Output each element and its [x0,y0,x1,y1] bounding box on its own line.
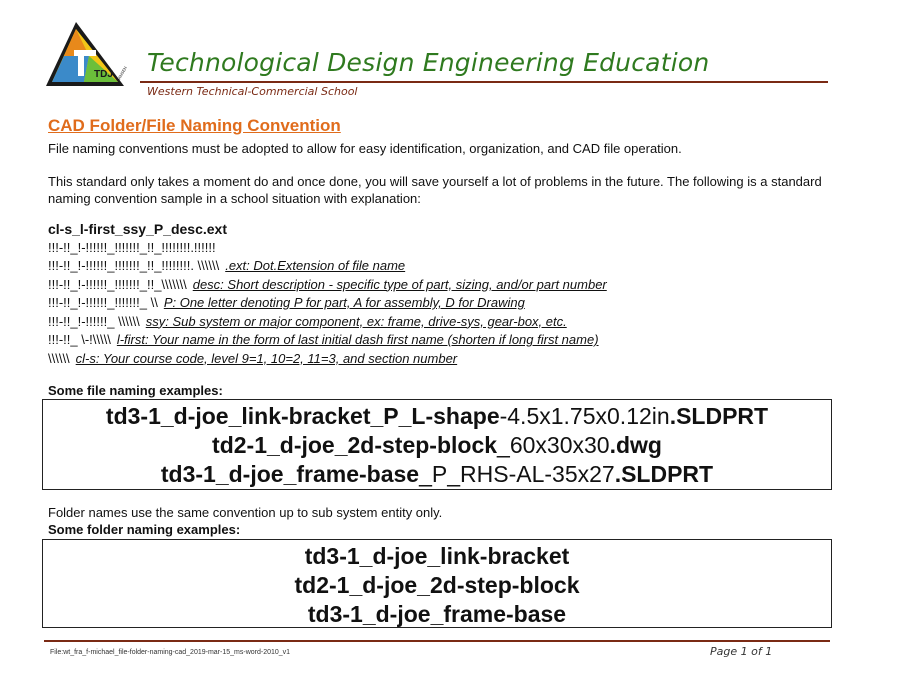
pattern-description: ssy: Sub system or major component, ex: frame, drive-sys, gear-box, etc. [145,313,567,329]
organization-subtitle: Western Technical-Commercial School [147,85,358,98]
intro-paragraph-2: This standard only takes a moment do and once done, you will save yourself a lot of problems in the future. The following is a standard naming convention sample in a school situation with explanation: [48,174,822,206]
logo-text: TDJ [94,69,113,80]
naming-pattern: cl-s_l-first_ssy_P_desc.ext [48,221,227,237]
pattern-line: \\\\\\ cl-s: Your course code, level 9=1, 10=2, 11=3, and section number [48,350,458,366]
file-example: td3-1_d-joe_link-bracket_P_L-shape-4.5x1.75x0.12in.SLDPRT [105,403,769,429]
folder-note: Folder names use the same convention up to sub system entity only. [48,505,443,520]
pattern-description: P: One letter denoting P for part, A for assembly, D for Drawing [163,295,525,310]
folder-example: td2-1_d-joe_2d-step-block [294,572,580,598]
logo-subtext: HANSEN [115,65,128,83]
pattern-line: !!!-!!_!-!!!!!!_ \\\\\\ ssy: Sub system or major component, ex: frame, drive-sys, gear-box, etc. [48,313,567,329]
pattern-line: !!!-!!_!-!!!!!!_!!!!!!!_!!_!!!!!!!!. \\\\\\ .ext: Dot.Extension of file name [48,258,406,273]
document-heading: CAD Folder/File Naming Convention [48,116,341,135]
folder-example: td3-1_d-joe_frame-base [307,601,567,627]
pattern-description: desc: Short description - specific type of part, sizing, and/or part number [192,276,607,292]
footer-divider [44,640,830,642]
pattern-line: !!!-!!_!-!!!!!!_!!!!!!!_ \\ P: One letter denoting P for part, A for assembly, D for Drawing [48,295,525,310]
file-examples-box [42,399,832,490]
page-number: Page 1 of 1 [710,645,773,658]
folder-examples-label: Some folder naming examples: [48,522,241,537]
pattern-description: cl-s: Your course code, level 9=1, 10=2, 11=3, and section number [75,350,458,366]
folder-example: td3-1_d-joe_link-bracket [304,543,570,569]
intro-paragraph: File naming conventions must be adopted to allow for easy identification, organization, and CAD file operation. [48,141,682,156]
file-example: td2-1_d-joe_2d-step-block_60x30x30.dwg [212,432,662,458]
pattern-line: !!!-!!_ \-!\\\\\ l-first: Your name in the form of last initial dash first name (shorten if long first name) [48,332,599,347]
organization-title: Technological Design Engineering Education [147,48,710,77]
header-divider [140,81,828,83]
pattern-description: l-first: Your name in the form of last initial dash first name (shorten if long first name) [116,332,599,347]
pattern-line: !!!-!!_!-!!!!!!_!!!!!!!_!!_\\\\\\\ desc: Short description - specific type of part, sizing, and/or part number [48,276,607,292]
folder-examples-box [42,539,832,628]
naming-pattern-block [48,220,607,368]
file-example: td3-1_d-joe_frame-base_P_RHS-AL-35x27.SLDPRT [160,461,714,487]
file-examples-label: Some file naming examples: [48,383,223,398]
footer-filename: File:wt_fra_f-michael_file-folder-naming-cad_2019-mar-15_ms-word-2010_v1 [50,649,291,656]
pattern-line: !!!-!!_!-!!!!!!_!!!!!!!_!!_!!!!!!!!.!!!!!! [48,239,216,255]
pattern-description: .ext: Dot.Extension of file name [225,258,406,273]
school-logo [44,20,128,90]
